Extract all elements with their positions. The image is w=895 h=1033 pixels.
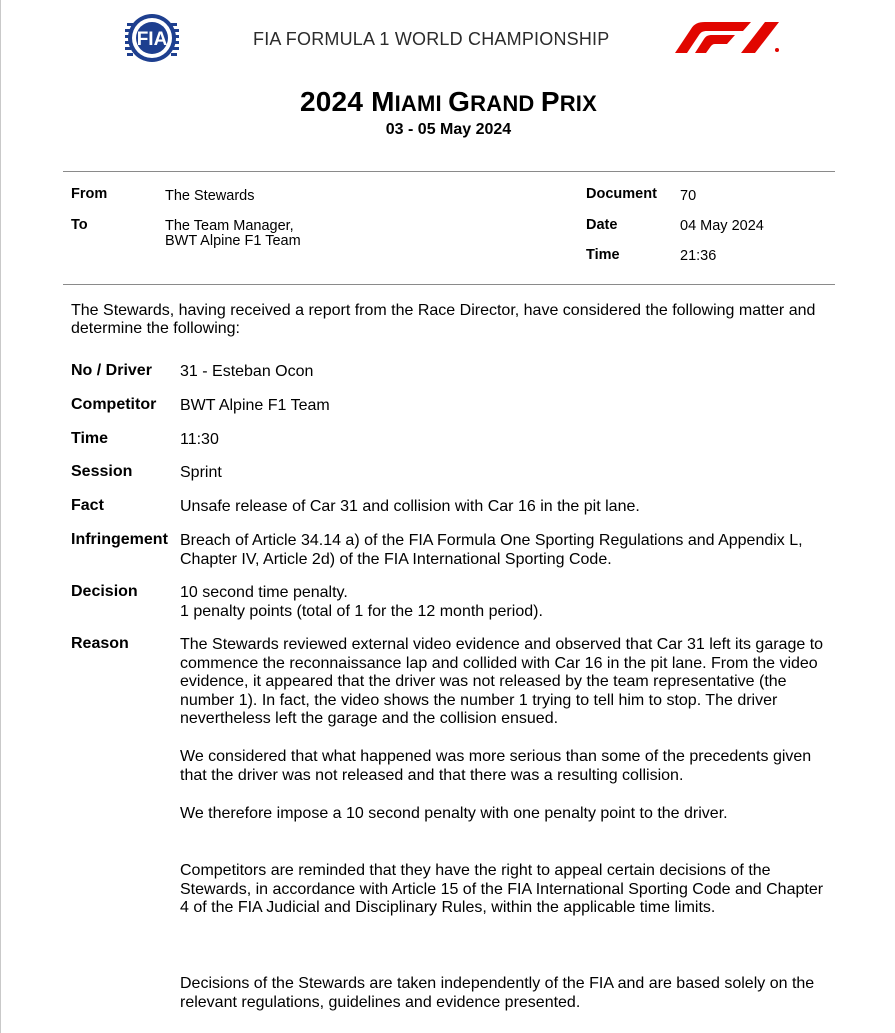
reason-paragraph: We considered that what happened was more serious than some of the precedents given that the driver was not released and that there was a resulting collision. [180,748,812,784]
event-title-part: RIX [559,91,597,116]
document-label: Document [586,186,657,202]
fact-label: Fact [71,497,104,514]
decision-line: 1 penalty points (total of 1 for the 12 month period). [180,602,543,620]
event-title-part: IAMI [394,91,449,116]
intro-text: The Stewards, having received a report from the Race Director, have considered the following matter and determine the following: [71,302,816,337]
event-title-part: RAND [470,91,541,116]
driver-label: No / Driver [71,362,152,379]
decision-line: 10 second time penalty. [180,584,348,601]
fact-value: Unsafe release of Car 31 and collision with Car 16 in the pit lane. [180,498,640,515]
event-title-part: M [371,86,395,117]
competitor-label: Competitor [71,396,157,413]
event-title-part: 2024 [300,86,372,117]
f1-logo-icon [669,21,781,53]
competitor-value: BWT Alpine F1 Team [180,397,330,414]
decision-value [180,584,830,621]
event-title-part: P [540,86,560,117]
event-dates: 03 - 05 May 2024 [385,121,512,138]
meta-divider [63,284,835,285]
session-time-label: Time [71,430,109,447]
event-title-part: G [448,86,471,117]
reason-paragraph: The Stewards reviewed external video evidence and observed that Car 31 left its garage to commence the reconnaissance lap and collided with Car 16 in the pit lane. From the video evidence, it appeared that the driver was not released by the team representative (the number 1). In fact, the video shows the number 1 trying to tell him to stop. The driver nevertheless left the garage and the collision ensued. [180,636,824,727]
date-value: 04 May 2024 [680,218,764,234]
document-value: 70 [680,188,697,204]
session-time-value: 11:30 [180,431,219,448]
fia-logo-icon [113,13,191,63]
driver-value: 31 - Esteban Ocon [180,363,314,380]
from-label: From [71,186,108,202]
to-value-line2: BWT Alpine F1 Team [165,233,301,249]
appeal-notice: Competitors are reminded that they have the right to appeal certain decisions of the Stewards, in accordance with Article 15 of the FIA International Sporting Code and Chapter 4 of the FIA Judicial and Disciplinary Rules, within the applicable time limits. [180,862,824,916]
infringement-label: Infringement [71,531,168,548]
decision-label: Decision [71,583,138,600]
time-label: Time [586,247,620,263]
time-value: 21:36 [680,248,717,264]
reason-paragraph: We therefore impose a 10 second penalty with one penalty point to the driver. [180,805,728,822]
championship-title: FIA FORMULA 1 WORLD CHAMPIONSHIP [253,29,610,49]
infringement-value: Breach of Article 34.14 a) of the FIA Formula One Sporting Regulations and Appendix L, Chapter IV, Article 2d) of the FIA International Sporting Code. [180,532,803,568]
to-label: To [71,217,88,233]
to-value-line1: The Team Manager, [165,218,294,234]
session-value: Sprint [180,464,222,481]
date-label: Date [586,217,618,233]
event-title [1,86,895,118]
from-value: The Stewards [165,188,255,204]
reason-label: Reason [71,635,129,652]
fia-logo-text: FIA [136,29,168,50]
session-label: Session [71,463,133,480]
header-divider [63,171,835,172]
independence-notice: Decisions of the Stewards are taken independently of the FIA and are based solely on the relevant regulations, guidelines and evidence presented. [180,975,815,1011]
